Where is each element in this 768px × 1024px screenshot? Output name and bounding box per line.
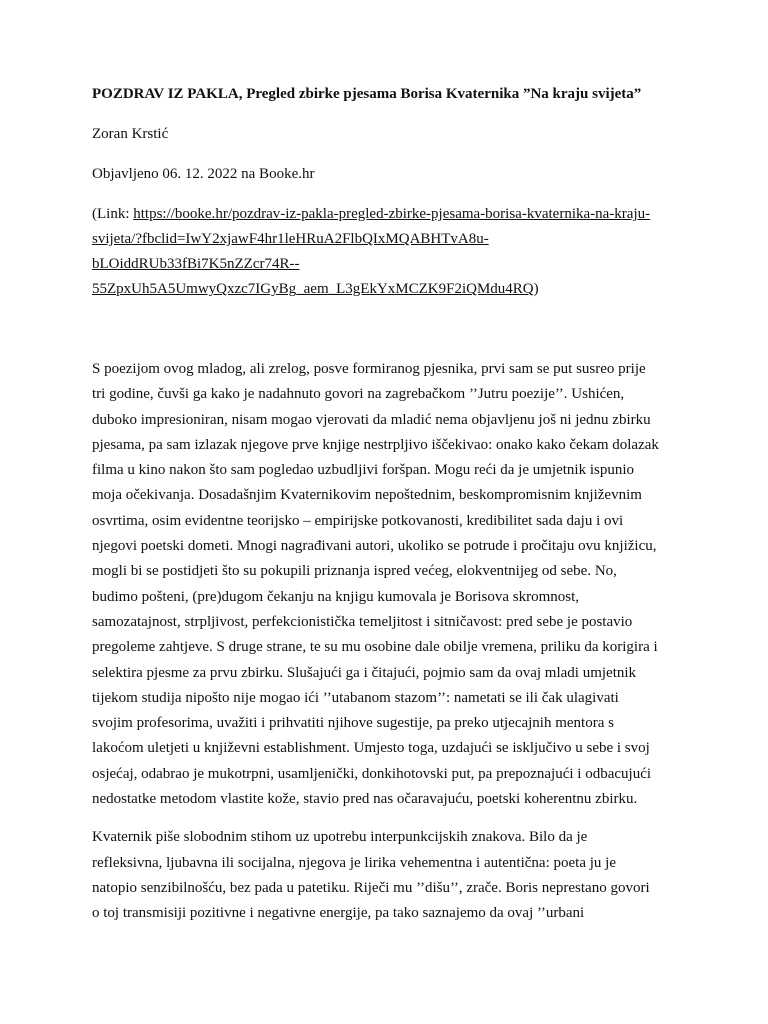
text-line: nedostatke metodom vlastite kože, stavio pred nas očaravajuću, poetski koherentnu zbirku. bbox=[92, 791, 638, 808]
link-line-1 bbox=[92, 202, 682, 227]
text-line: refleksivna, ljubavna ili socijalna, njegova je lirika vehementna i autentična: poeta ju je bbox=[92, 854, 616, 871]
blank-space bbox=[92, 302, 682, 357]
document-title: POZDRAV IZ PAKLA, Pregled zbirke pjesama Borisa Kvaternika ”Na kraju svijeta” bbox=[92, 86, 642, 102]
source-link-part-2[interactable]: svijeta/?fbclid=IwY2xjawF4hr1leHRuA2FlbQIxMQABHTvA8u- bbox=[92, 231, 489, 247]
source-link-part-4[interactable]: 55ZpxUh5A5UmwyQxzc7IGyBg_aem_L3gEkYxMCZK9F2iQMdu4RQ bbox=[92, 281, 534, 297]
body-text bbox=[92, 357, 682, 927]
source-link-part-1[interactable]: https://booke.hr/pozdrav-iz-pakla-pregled-zbirke-pjesama-borisa-kvaternika-na-kraju- bbox=[133, 206, 651, 222]
body-paragraph bbox=[92, 357, 682, 812]
publication-info: Objavljeno 06. 12. 2022 na Booke.hr bbox=[92, 166, 315, 182]
text-line: Kvaternik piše slobodnim stihom uz upotrebu interpunkcijskih znakova. Bilo da je bbox=[92, 829, 588, 846]
source-link-part-3[interactable]: bLOiddRUb33fBi7K5nZZcr74R-- bbox=[92, 256, 300, 272]
text-line: pjesama, pa sam izlazak njegove prve knjige nestrpljivo iščekivao: onako kako čekam dolazak bbox=[92, 436, 659, 453]
text-line: osjećaj, odabrao je mukotrpni, usamljenički, donkihotovski put, pa prepoznajući i odbacujući bbox=[92, 765, 652, 782]
text-line: selektira pjesme za prvu zbirku. Slušajući ga i čitajući, pojmio sam da ovaj mladi umjetnik bbox=[92, 664, 637, 681]
link-suffix: ) bbox=[533, 281, 539, 297]
source-link-paragraph bbox=[92, 202, 682, 302]
text-line: lakoćom uletjeti u književni establishment. Umjesto toga, uzdajući se isključivo u sebe i svoj bbox=[92, 740, 650, 757]
document-page bbox=[92, 82, 682, 940]
text-line: S poezijom ovog mladog, ali zrelog, posve formiranog pjesnika, prvi sam se put susreo prije bbox=[92, 361, 646, 377]
text-line: mogli bi se postidjeti što su pokupili priznanja ispred većeg, elokventnijeg od sebe. No, bbox=[92, 563, 617, 580]
text-line: osvrtima, osim evidentne teorijsko – empirijske potkovanosti, kredibilitet sada daju i ovi bbox=[92, 512, 624, 529]
link-prefix: (Link: bbox=[92, 206, 134, 222]
text-line: pregoleme zahtjeve. S druge strane, te su mu osobine dale obilje vremena, priliku da korigira i bbox=[92, 639, 658, 656]
author-name: Zoran Krstić bbox=[92, 126, 169, 142]
text-line: natopio senzibilnošću, bez pada u patetiku. Riječi mu ’’dišu’’, zrače. Boris neprestano govori bbox=[92, 879, 650, 896]
link-line-3 bbox=[92, 252, 682, 277]
text-line: o toj transmisiji pozitivne i negativne energije, pa tako saznajemo da ovaj ’’urbani bbox=[92, 905, 585, 922]
text-line: samozatajnost, strpljivost, perfekcionistička temeljitost i sitničavost: pred sebe je postavio bbox=[92, 613, 633, 630]
link-line-4 bbox=[92, 277, 682, 302]
text-line: budimo pošteni, (pre)dugom čekanju na knjigu kumovala je Borisova skromnost, bbox=[92, 588, 580, 605]
link-line-2 bbox=[92, 227, 682, 252]
text-line: njegovi poetski dometi. Mnogi nagrađivani autori, ukoliko se potrude i pročitaju ovu knjižicu, bbox=[92, 538, 657, 555]
text-line: svojim profesorima, uvažiti i prihvatiti njihove sugestije, pa preko utjecajnih mentora s bbox=[92, 715, 614, 732]
text-line: filma u kino nakon što sam pogledao uzbudljivi foršpan. Mogu reći da je umjetnik ispunio bbox=[92, 462, 634, 479]
text-line: tijekom studija nipošto nije mogao ići ’’utabanom stazom’’: nametati se ili čak ulagivati bbox=[92, 689, 619, 706]
body-paragraph bbox=[92, 825, 682, 926]
text-line: duboko impresioniran, nisam mogao vjerovati da mladić nema objavljenu još ni jednu zbirku bbox=[92, 411, 651, 428]
text-line: moja očekivanja. Dosadašnjim Kvaternikovim nepoštednim, beskompromisnim književnim bbox=[92, 487, 642, 504]
text-line: tri godine, čuvši ga kako je nadahnuto govori na zagrebačkom ’’Jutru poezije’’. Ushićen, bbox=[92, 386, 625, 403]
